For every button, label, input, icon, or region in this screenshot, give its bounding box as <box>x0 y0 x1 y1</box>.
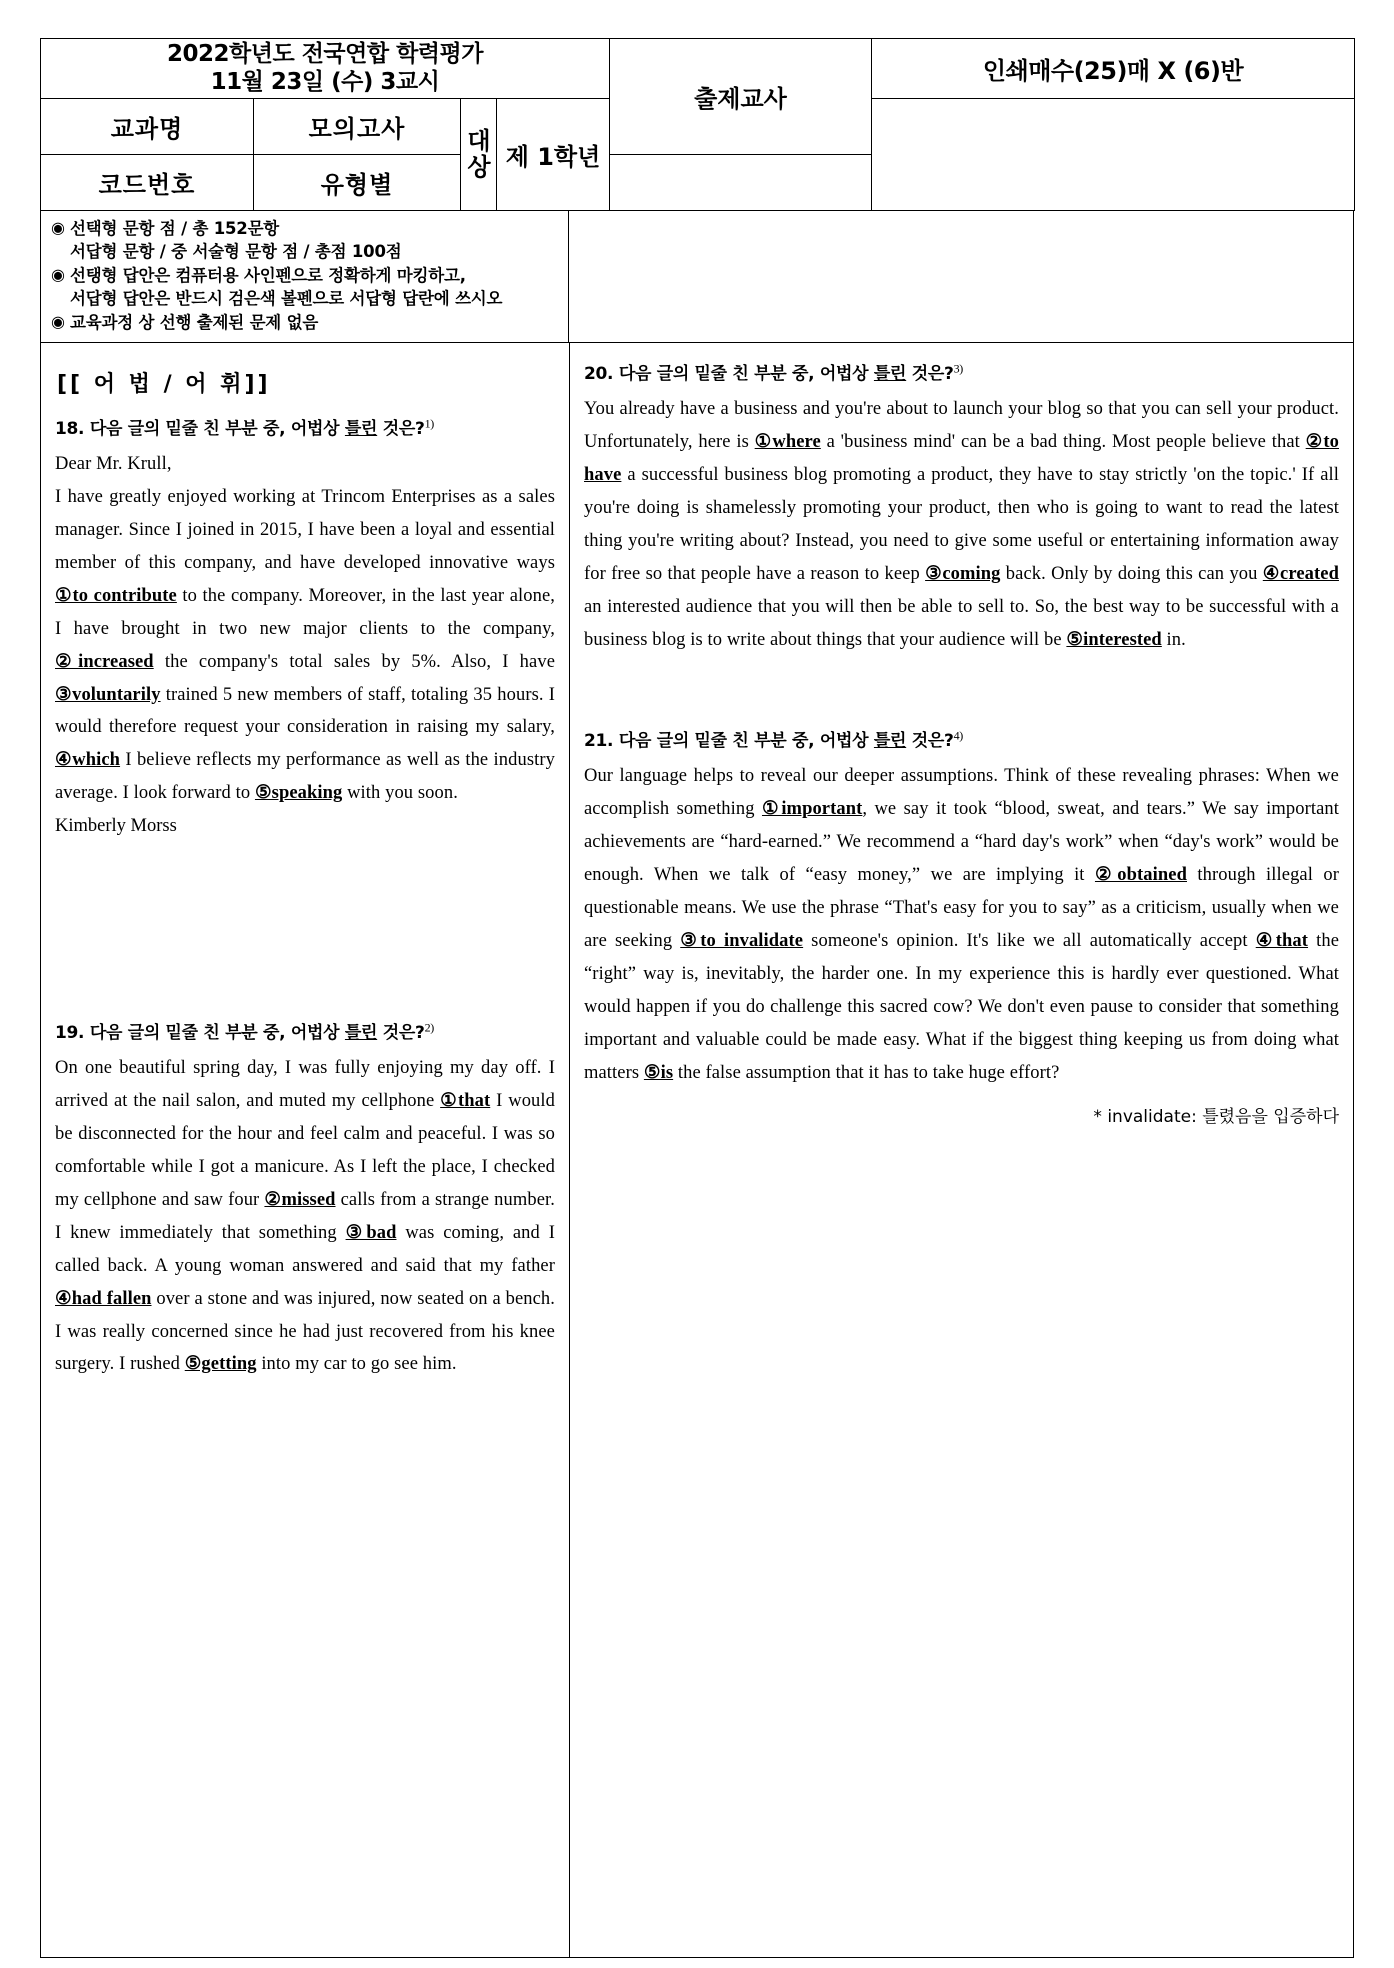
q18-choice-5: ⑤speaking <box>254 783 343 804</box>
q19-text-b: I would be disconnected for the hour and feel calm and peaceful. I was so comfortable while I got a manicure. As I left the place, I checked my cellphone and saw four <box>55 1091 555 1210</box>
q18-head-post: 것은? <box>377 419 425 440</box>
q19-head-underline: 틀린 <box>344 1023 378 1044</box>
q21-glossary: * invalidate: 틀렸음을 입증하다 <box>1093 1106 1339 1127</box>
target-vertical-label: 대 상 <box>461 99 497 211</box>
q18-footnote-mark: 1) <box>424 416 435 431</box>
code-label-cell: 코드번호 <box>41 155 254 211</box>
exam-header-table <box>40 38 1355 211</box>
q18-text-a: I have greatly enjoyed working at Trincom Enterprises as a sales manager. Since I joined in 2015, I have been a loyal and essential member of this company, and have developed innovative ways <box>55 487 555 573</box>
copies-label-cell: 인쇄매수(25)매 X (6)반 <box>872 39 1355 99</box>
q20-choice-4: ④created <box>1262 563 1339 584</box>
note-2-text: 선탱형 답안은 컴퓨터용 사인펜으로 정확하게 마킹하고, <box>70 265 466 285</box>
q21-choice-1: ①important <box>761 799 863 820</box>
q20-choice-2: ②to have <box>584 432 1339 485</box>
q20-text-d: back. Only by doing this can you <box>1000 563 1263 584</box>
q21-text-c: through illegal or questionable means. We use the phrase “That's easy for you to say” as a criticism, usually when we are seeking <box>584 865 1339 952</box>
q19-choice-5: ⑤getting <box>184 1354 257 1375</box>
q21-head-post: 것은? <box>906 731 954 752</box>
q21-text-b: , we say it took “blood, sweat, and tears.” We say important achievements are “hard-earned.” We recommend a “hard day's work” when “day's work” would be enough. When we talk of “easy money,” we are implying it <box>584 799 1340 886</box>
question-18-heading <box>55 414 555 439</box>
q19-text-c: calls from a strange number. I knew immediately that something <box>55 1189 556 1243</box>
q19-choice-2: ②missed <box>264 1189 336 1210</box>
q19-text-e: over a stone and was injured, now seated on a bench. I was really concerned since he had just recovered from his knee surgery. I rushed <box>55 1288 555 1375</box>
copies-blank-cell <box>872 99 1355 211</box>
section-title: [[ 어 법 / 어 휘]] <box>57 372 271 398</box>
q20-footnote-mark: 3) <box>953 361 964 376</box>
notes-right-blank <box>569 211 1354 343</box>
q21-choice-2: ②obtained <box>1094 865 1187 886</box>
q21-head-pre: 21. 다음 글의 밑줄 친 부분 중, 어법상 <box>584 731 874 752</box>
q21-text-d: someone's opinion. It's like we all automatically accept <box>803 931 1256 952</box>
q18-text-e: I believe reflects my performance as well as the industry average. I look forward to <box>55 750 555 804</box>
subject-value-cell: 모의고사 <box>254 99 461 155</box>
q19-choice-4: ④had fallen <box>55 1288 152 1309</box>
q19-footnote-mark: 2) <box>424 1020 435 1035</box>
q20-head-pre: 20. 다음 글의 밑줄 친 부분 중, 어법상 <box>584 364 874 385</box>
teacher-blank-cell <box>610 155 872 211</box>
bullet-icon: ◉ <box>51 218 65 237</box>
q19-head-post: 것은? <box>377 1023 425 1044</box>
q18-text-b: to the company. Moreover, in the last year alone, I have brought in two new major clients to the company, <box>55 585 556 639</box>
q20-text-f: in. <box>1161 629 1186 650</box>
exam-title-line1: 2022학년도 전국연합 학력평가 <box>167 41 483 68</box>
q18-text-d: trained 5 new members of staff, totaling 35 hours. I would therefore request your consideration in raising my salary, <box>55 684 555 738</box>
q21-text-e: the “right” way is, inevitably, the harder one. In my experience this is hardly ever questioned. What would happen if you do challenge this sacred cow? We don't even pause to consider that something important and valuable could be made easy. What if the biggest thing keeping us from doing what matters <box>584 931 1340 1083</box>
q19-text-f: into my car to go see him. <box>256 1354 457 1375</box>
q18-head-pre: 18. 다음 글의 밑줄 친 부분 중, 어법상 <box>55 419 345 440</box>
q21-choice-5: ⑤is <box>643 1062 674 1083</box>
q19-passage <box>55 1052 555 1381</box>
q20-head-underline: 틀린 <box>873 364 907 385</box>
q21-text-f: the false assumption that it has to take huge effort? <box>673 1062 1060 1083</box>
question-21-heading <box>584 726 1339 751</box>
q18-text-c: the company's total sales by 5%. Also, I have <box>153 651 556 672</box>
q20-choice-3: ③coming <box>925 563 1001 584</box>
note-1-cont: 서답형 문항 / 중 서술형 문항 점 / 총점 100점 <box>70 242 402 262</box>
note-item-1 <box>51 217 560 240</box>
q19-choice-3: ③bad <box>345 1222 397 1243</box>
q21-choice-4: ④that <box>1255 931 1309 952</box>
q20-text-c: a successful business blog promoting a product, they have to stay strictly 'on the topic.' If all you're doing is shamelessly promoting your product, then who is going to want to read the latest thing you're writing about? Instead, you need to give some useful or entertaining information away for free so that people have a reason to keep <box>584 464 1339 584</box>
q18-choice-3: ③voluntarily <box>55 684 161 705</box>
q18-head-underline: 틀린 <box>344 419 378 440</box>
q20-passage <box>584 393 1339 656</box>
note-1-text: 선택형 문항 점 / 총 152문항 <box>70 219 280 238</box>
q20-text-b: a 'business mind' can be a bad thing. Most people believe that <box>820 432 1306 453</box>
questions-body <box>40 343 1354 1958</box>
note-item-2 <box>51 264 560 287</box>
q21-passage <box>584 760 1339 1089</box>
q21-footnote-mark: 4) <box>953 728 964 743</box>
q20-choice-5: ⑤interested <box>1066 629 1162 650</box>
q19-choice-1: ①that <box>440 1091 491 1112</box>
left-column <box>41 343 570 1957</box>
q20-text-a: You already have a business and you're about to launch your blog so that you can sell your product. Unfortunately, here is <box>584 399 1339 453</box>
q21-text-a: Our language helps to reveal our deeper assumptions. Think of these revealing phrases: When we accomplish something <box>584 766 1339 820</box>
q18-passage <box>55 481 555 810</box>
q18-choice-4: ④which <box>55 750 121 771</box>
grade-cell: 제 1학년 <box>497 99 610 211</box>
q21-choice-3: ③to invalidate <box>680 931 804 952</box>
q20-text-e: an interested audience that you will then be able to sell to. So, the best way to be successful with a business blog is to write about things that your audience will be <box>584 596 1339 650</box>
notes-row <box>40 211 1354 343</box>
teacher-label-cell: 출제교사 <box>610 39 872 155</box>
q19-text-d: was coming, and I called back. A young woman answered and said that my father <box>55 1222 555 1276</box>
exam-title-line2: 11월 23일 (수) 3교시 <box>210 68 440 95</box>
bullet-icon: ◉ <box>51 264 65 284</box>
note-item-3 <box>51 311 560 334</box>
code-value-cell: 유형별 <box>254 155 461 211</box>
note-2-cont: 서답형 답안은 반드시 검은색 볼펜으로 서답형 답란에 쓰시오 <box>70 289 503 309</box>
bullet-icon: ◉ <box>51 311 65 331</box>
q20-choice-1: ①where <box>754 432 821 453</box>
q20-q21-spacer <box>584 656 1339 726</box>
q18-text-f: with you soon. <box>342 783 458 804</box>
q19-head-pre: 19. 다음 글의 밑줄 친 부분 중, 어법상 <box>55 1023 345 1044</box>
q18-salutation: Dear Mr. Krull, <box>55 454 172 475</box>
question-20-heading <box>584 359 1339 384</box>
question-19-heading <box>55 1018 555 1043</box>
right-column <box>570 343 1353 1957</box>
q18-choice-1: ①to contribute <box>55 585 177 606</box>
exam-title-cell <box>41 39 610 99</box>
q21-head-underline: 틀린 <box>873 731 907 752</box>
q18-signature: Kimberly Morss <box>55 816 177 837</box>
note-3-text: 교육과정 상 선행 출제된 문제 없음 <box>70 312 319 332</box>
exam-notes-box <box>40 211 569 343</box>
q18-q19-spacer <box>55 843 555 1018</box>
q18-choice-2: ②increased <box>55 651 154 672</box>
q19-text-a: On one beautiful spring day, I was fully enjoying my day off. I arrived at the nail salon, and muted my cellphone <box>55 1058 555 1112</box>
subject-label-cell: 교과명 <box>41 99 254 155</box>
q20-head-post: 것은? <box>906 364 954 385</box>
